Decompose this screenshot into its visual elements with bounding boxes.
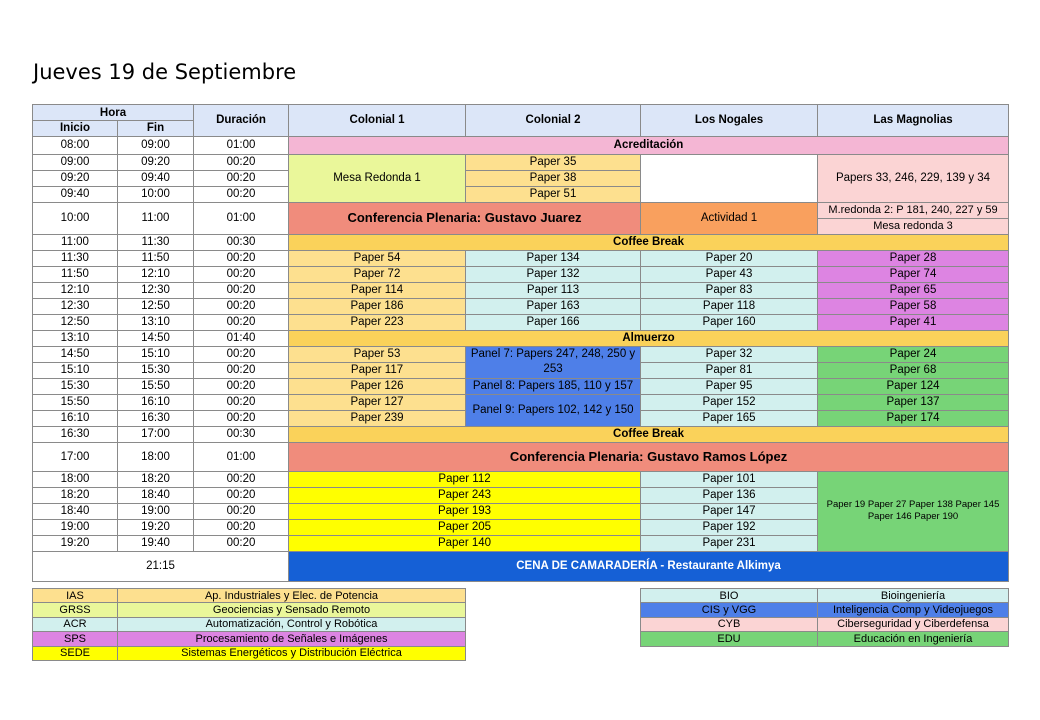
duration-cell: 01:00 [194, 202, 289, 234]
legend-row [641, 589, 1009, 603]
end-time-cell: 18:40 [118, 487, 194, 503]
end-time-cell: 16:30 [118, 410, 194, 426]
session-cell: Paper 186 [289, 298, 466, 314]
start-time-cell: 18:00 [33, 471, 118, 487]
duration-cell: 00:20 [194, 314, 289, 330]
header-room: Colonial 2 [466, 105, 641, 137]
session-cell: Panel 7: Papers 247, 248, 250 y 253 [466, 346, 641, 378]
time-cell: 21:15 [33, 551, 289, 581]
duration-cell: 00:30 [194, 426, 289, 442]
session-cell: CENA DE CAMARADERÍA - Restaurante Alkimya [289, 551, 1009, 581]
schedule-row [33, 314, 1009, 330]
session-cell: Paper 68 [818, 362, 1009, 378]
session-cell: Paper 38 [466, 170, 641, 186]
duration-cell: 00:20 [194, 170, 289, 186]
duration-cell: 00:20 [194, 471, 289, 487]
session-cell: Paper 118 [641, 298, 818, 314]
start-time-cell: 14:50 [33, 346, 118, 362]
legend-right [640, 588, 1009, 647]
duration-cell: 00:30 [194, 234, 289, 250]
session-cell: Paper 65 [818, 282, 1009, 298]
start-time-cell: 08:00 [33, 136, 118, 154]
session-cell: Paper 165 [641, 410, 818, 426]
schedule-row [33, 442, 1009, 471]
session-cell: Paper 113 [466, 282, 641, 298]
start-time-cell: 15:10 [33, 362, 118, 378]
legend-name: Procesamiento de Señales e Imágenes [118, 632, 466, 646]
end-time-cell: 11:30 [118, 234, 194, 250]
session-cell: Paper 54 [289, 250, 466, 266]
session-cell: Paper 124 [818, 378, 1009, 394]
duration-cell: 00:20 [194, 282, 289, 298]
end-time-cell: 14:50 [118, 330, 194, 346]
legend-row [33, 617, 466, 631]
session-cell: Paper 223 [289, 314, 466, 330]
start-time-cell: 12:10 [33, 282, 118, 298]
schedule-row [33, 471, 1009, 487]
schedule-row [33, 234, 1009, 250]
duration-cell: 00:20 [194, 410, 289, 426]
schedule-row [33, 330, 1009, 346]
session-cell: Paper 58 [818, 298, 1009, 314]
start-time-cell: 19:20 [33, 535, 118, 551]
duration-cell: 00:20 [194, 519, 289, 535]
duration-cell: 00:20 [194, 362, 289, 378]
header-room: Los Nogales [641, 105, 818, 137]
legend-code: GRSS [33, 603, 118, 617]
legend-row [33, 632, 466, 646]
session-cell: Paper 147 [641, 503, 818, 519]
start-time-cell: 16:30 [33, 426, 118, 442]
legend-name: Educación en Ingeniería [818, 632, 1009, 646]
schedule-row [33, 250, 1009, 266]
start-time-cell: 09:40 [33, 186, 118, 202]
session-cell: Paper 174 [818, 410, 1009, 426]
duration-cell: 00:20 [194, 250, 289, 266]
session-cell: Paper 193 [289, 503, 641, 519]
legend-code: ACR [33, 617, 118, 631]
header-hora: Hora [33, 105, 194, 121]
duration-cell: 01:00 [194, 136, 289, 154]
start-time-cell: 16:10 [33, 410, 118, 426]
session-cell: Paper 83 [641, 282, 818, 298]
duration-cell: 00:20 [194, 394, 289, 410]
start-time-cell: 17:00 [33, 442, 118, 471]
header-room: Colonial 1 [289, 105, 466, 137]
start-time-cell: 13:10 [33, 330, 118, 346]
schedule-row [33, 136, 1009, 154]
duration-cell: 01:00 [194, 442, 289, 471]
session-cell: Paper 134 [466, 250, 641, 266]
start-time-cell: 11:00 [33, 234, 118, 250]
start-time-cell: 12:50 [33, 314, 118, 330]
start-time-cell: 09:20 [33, 170, 118, 186]
session-cell: Paper 152 [641, 394, 818, 410]
end-time-cell: 18:00 [118, 442, 194, 471]
session-cell: Coffee Break [289, 426, 1009, 442]
start-time-cell: 18:40 [33, 503, 118, 519]
session-cell: Paper 32 [641, 346, 818, 362]
session-cell: Paper 205 [289, 519, 641, 535]
session-cell: Paper 239 [289, 410, 466, 426]
session-cell: Paper 136 [641, 487, 818, 503]
session-cell: Paper 132 [466, 266, 641, 282]
session-cell: Paper 137 [818, 394, 1009, 410]
end-time-cell: 11:50 [118, 250, 194, 266]
end-time-cell: 19:20 [118, 519, 194, 535]
session-cell: Paper 53 [289, 346, 466, 362]
page-title: Jueves 19 de Septiembre [33, 60, 297, 84]
end-time-cell: 15:30 [118, 362, 194, 378]
duration-cell: 01:40 [194, 330, 289, 346]
session-cell: Paper 231 [641, 535, 818, 551]
end-time-cell: 09:20 [118, 154, 194, 170]
start-time-cell: 11:30 [33, 250, 118, 266]
legend-row [33, 589, 466, 603]
session-cell: Paper 81 [641, 362, 818, 378]
session-cell: Papers 33, 246, 229, 139 y 34 [818, 154, 1009, 202]
end-time-cell: 15:50 [118, 378, 194, 394]
session-cell: Paper 28 [818, 250, 1009, 266]
end-time-cell: 11:00 [118, 202, 194, 234]
schedule-row [33, 202, 1009, 218]
end-time-cell: 16:10 [118, 394, 194, 410]
schedule-table [32, 104, 1009, 582]
session-cell: Paper 35 [466, 154, 641, 170]
session-cell: Paper 20 [641, 250, 818, 266]
legend-code: CYB [641, 617, 818, 631]
session-cell: Paper 140 [289, 535, 641, 551]
legend-name: Geociencias y Sensado Remoto [118, 603, 466, 617]
start-time-cell: 12:30 [33, 298, 118, 314]
schedule-row [33, 551, 1009, 581]
legend-code: EDU [641, 632, 818, 646]
legend-name: Automatización, Control y Robótica [118, 617, 466, 631]
session-cell: Paper 51 [466, 186, 641, 202]
session-cell: Conferencia Plenaria: Gustavo Juarez [289, 202, 641, 234]
end-time-cell: 19:00 [118, 503, 194, 519]
session-cell: M.redonda 2: P 181, 240, 227 y 59 [818, 202, 1009, 218]
session-cell: Paper 72 [289, 266, 466, 282]
schedule-row [33, 266, 1009, 282]
duration-cell: 00:20 [194, 503, 289, 519]
session-cell: Coffee Break [289, 234, 1009, 250]
session-cell: Panel 9: Papers 102, 142 y 150 [466, 394, 641, 426]
end-time-cell: 19:40 [118, 535, 194, 551]
end-time-cell: 12:10 [118, 266, 194, 282]
session-cell: Paper 112 [289, 471, 641, 487]
duration-cell: 00:20 [194, 378, 289, 394]
duration-cell: 00:20 [194, 346, 289, 362]
schedule-row [33, 282, 1009, 298]
session-cell: Almuerzo [289, 330, 1009, 346]
start-time-cell: 15:30 [33, 378, 118, 394]
header-duracion: Duración [194, 105, 289, 137]
session-cell: Paper 243 [289, 487, 641, 503]
session-cell: Mesa redonda 3 [818, 218, 1009, 234]
start-time-cell: 09:00 [33, 154, 118, 170]
legend-name: Sistemas Energéticos y Distribución Eléctrica [118, 646, 466, 660]
session-cell: Actividad 1 [641, 202, 818, 234]
session-cell: Paper 192 [641, 519, 818, 535]
end-time-cell: 09:40 [118, 170, 194, 186]
end-time-cell: 12:50 [118, 298, 194, 314]
end-time-cell: 17:00 [118, 426, 194, 442]
header-room: Las Magnolias [818, 105, 1009, 137]
schedule-row [33, 154, 1009, 170]
duration-cell: 00:20 [194, 154, 289, 170]
session-cell: Paper 19 Paper 27 Paper 138 Paper 145 Paper 146 Paper 190 [818, 471, 1009, 551]
start-time-cell: 19:00 [33, 519, 118, 535]
legend-left [32, 588, 466, 661]
legend-name: Ap. Industriales y Elec. de Potencia [118, 589, 466, 603]
session-cell: Paper 166 [466, 314, 641, 330]
session-cell: Paper 127 [289, 394, 466, 410]
session-cell: Paper 160 [641, 314, 818, 330]
session-cell: Paper 24 [818, 346, 1009, 362]
session-cell: Panel 8: Papers 185, 110 y 157 [466, 378, 641, 394]
header-inicio: Inicio [33, 121, 118, 137]
legend-row [641, 617, 1009, 631]
session-cell: Paper 43 [641, 266, 818, 282]
header-row [33, 105, 1009, 121]
start-time-cell: 10:00 [33, 202, 118, 234]
end-time-cell: 12:30 [118, 282, 194, 298]
session-cell: Paper 95 [641, 378, 818, 394]
legend-code: IAS [33, 589, 118, 603]
schedule-row [33, 394, 1009, 410]
legend-code: BIO [641, 589, 818, 603]
session-cell: Acreditación [289, 136, 1009, 154]
session-cell: Paper 163 [466, 298, 641, 314]
schedule-row [33, 346, 1009, 362]
header-fin: Fin [118, 121, 194, 137]
session-cell: Paper 117 [289, 362, 466, 378]
duration-cell: 00:20 [194, 298, 289, 314]
session-cell: Paper 74 [818, 266, 1009, 282]
end-time-cell: 10:00 [118, 186, 194, 202]
start-time-cell: 18:20 [33, 487, 118, 503]
end-time-cell: 18:20 [118, 471, 194, 487]
session-cell: Paper 101 [641, 471, 818, 487]
start-time-cell: 15:50 [33, 394, 118, 410]
end-time-cell: 13:10 [118, 314, 194, 330]
session-cell: Mesa Redonda 1 [289, 154, 466, 202]
start-time-cell: 11:50 [33, 266, 118, 282]
end-time-cell: 09:00 [118, 136, 194, 154]
session-cell [641, 154, 818, 202]
legend-row [641, 603, 1009, 617]
duration-cell: 00:20 [194, 266, 289, 282]
legend-row [641, 632, 1009, 646]
legend-code: SEDE [33, 646, 118, 660]
legend-row [33, 603, 466, 617]
legend-name: Ciberseguridad y Ciberdefensa [818, 617, 1009, 631]
end-time-cell: 15:10 [118, 346, 194, 362]
session-cell: Paper 126 [289, 378, 466, 394]
legend-code: SPS [33, 632, 118, 646]
session-cell: Conferencia Plenaria: Gustavo Ramos López [289, 442, 1009, 471]
duration-cell: 00:20 [194, 487, 289, 503]
legend-code: CIS y VGG [641, 603, 818, 617]
schedule-row [33, 426, 1009, 442]
session-cell: Paper 41 [818, 314, 1009, 330]
duration-cell: 00:20 [194, 535, 289, 551]
legend-row [33, 646, 466, 660]
schedule-row [33, 298, 1009, 314]
schedule-row [33, 378, 1009, 394]
legend-name: Inteligencia Comp y Videojuegos [818, 603, 1009, 617]
legend-name: Bioingeniería [818, 589, 1009, 603]
session-cell: Paper 114 [289, 282, 466, 298]
duration-cell: 00:20 [194, 186, 289, 202]
